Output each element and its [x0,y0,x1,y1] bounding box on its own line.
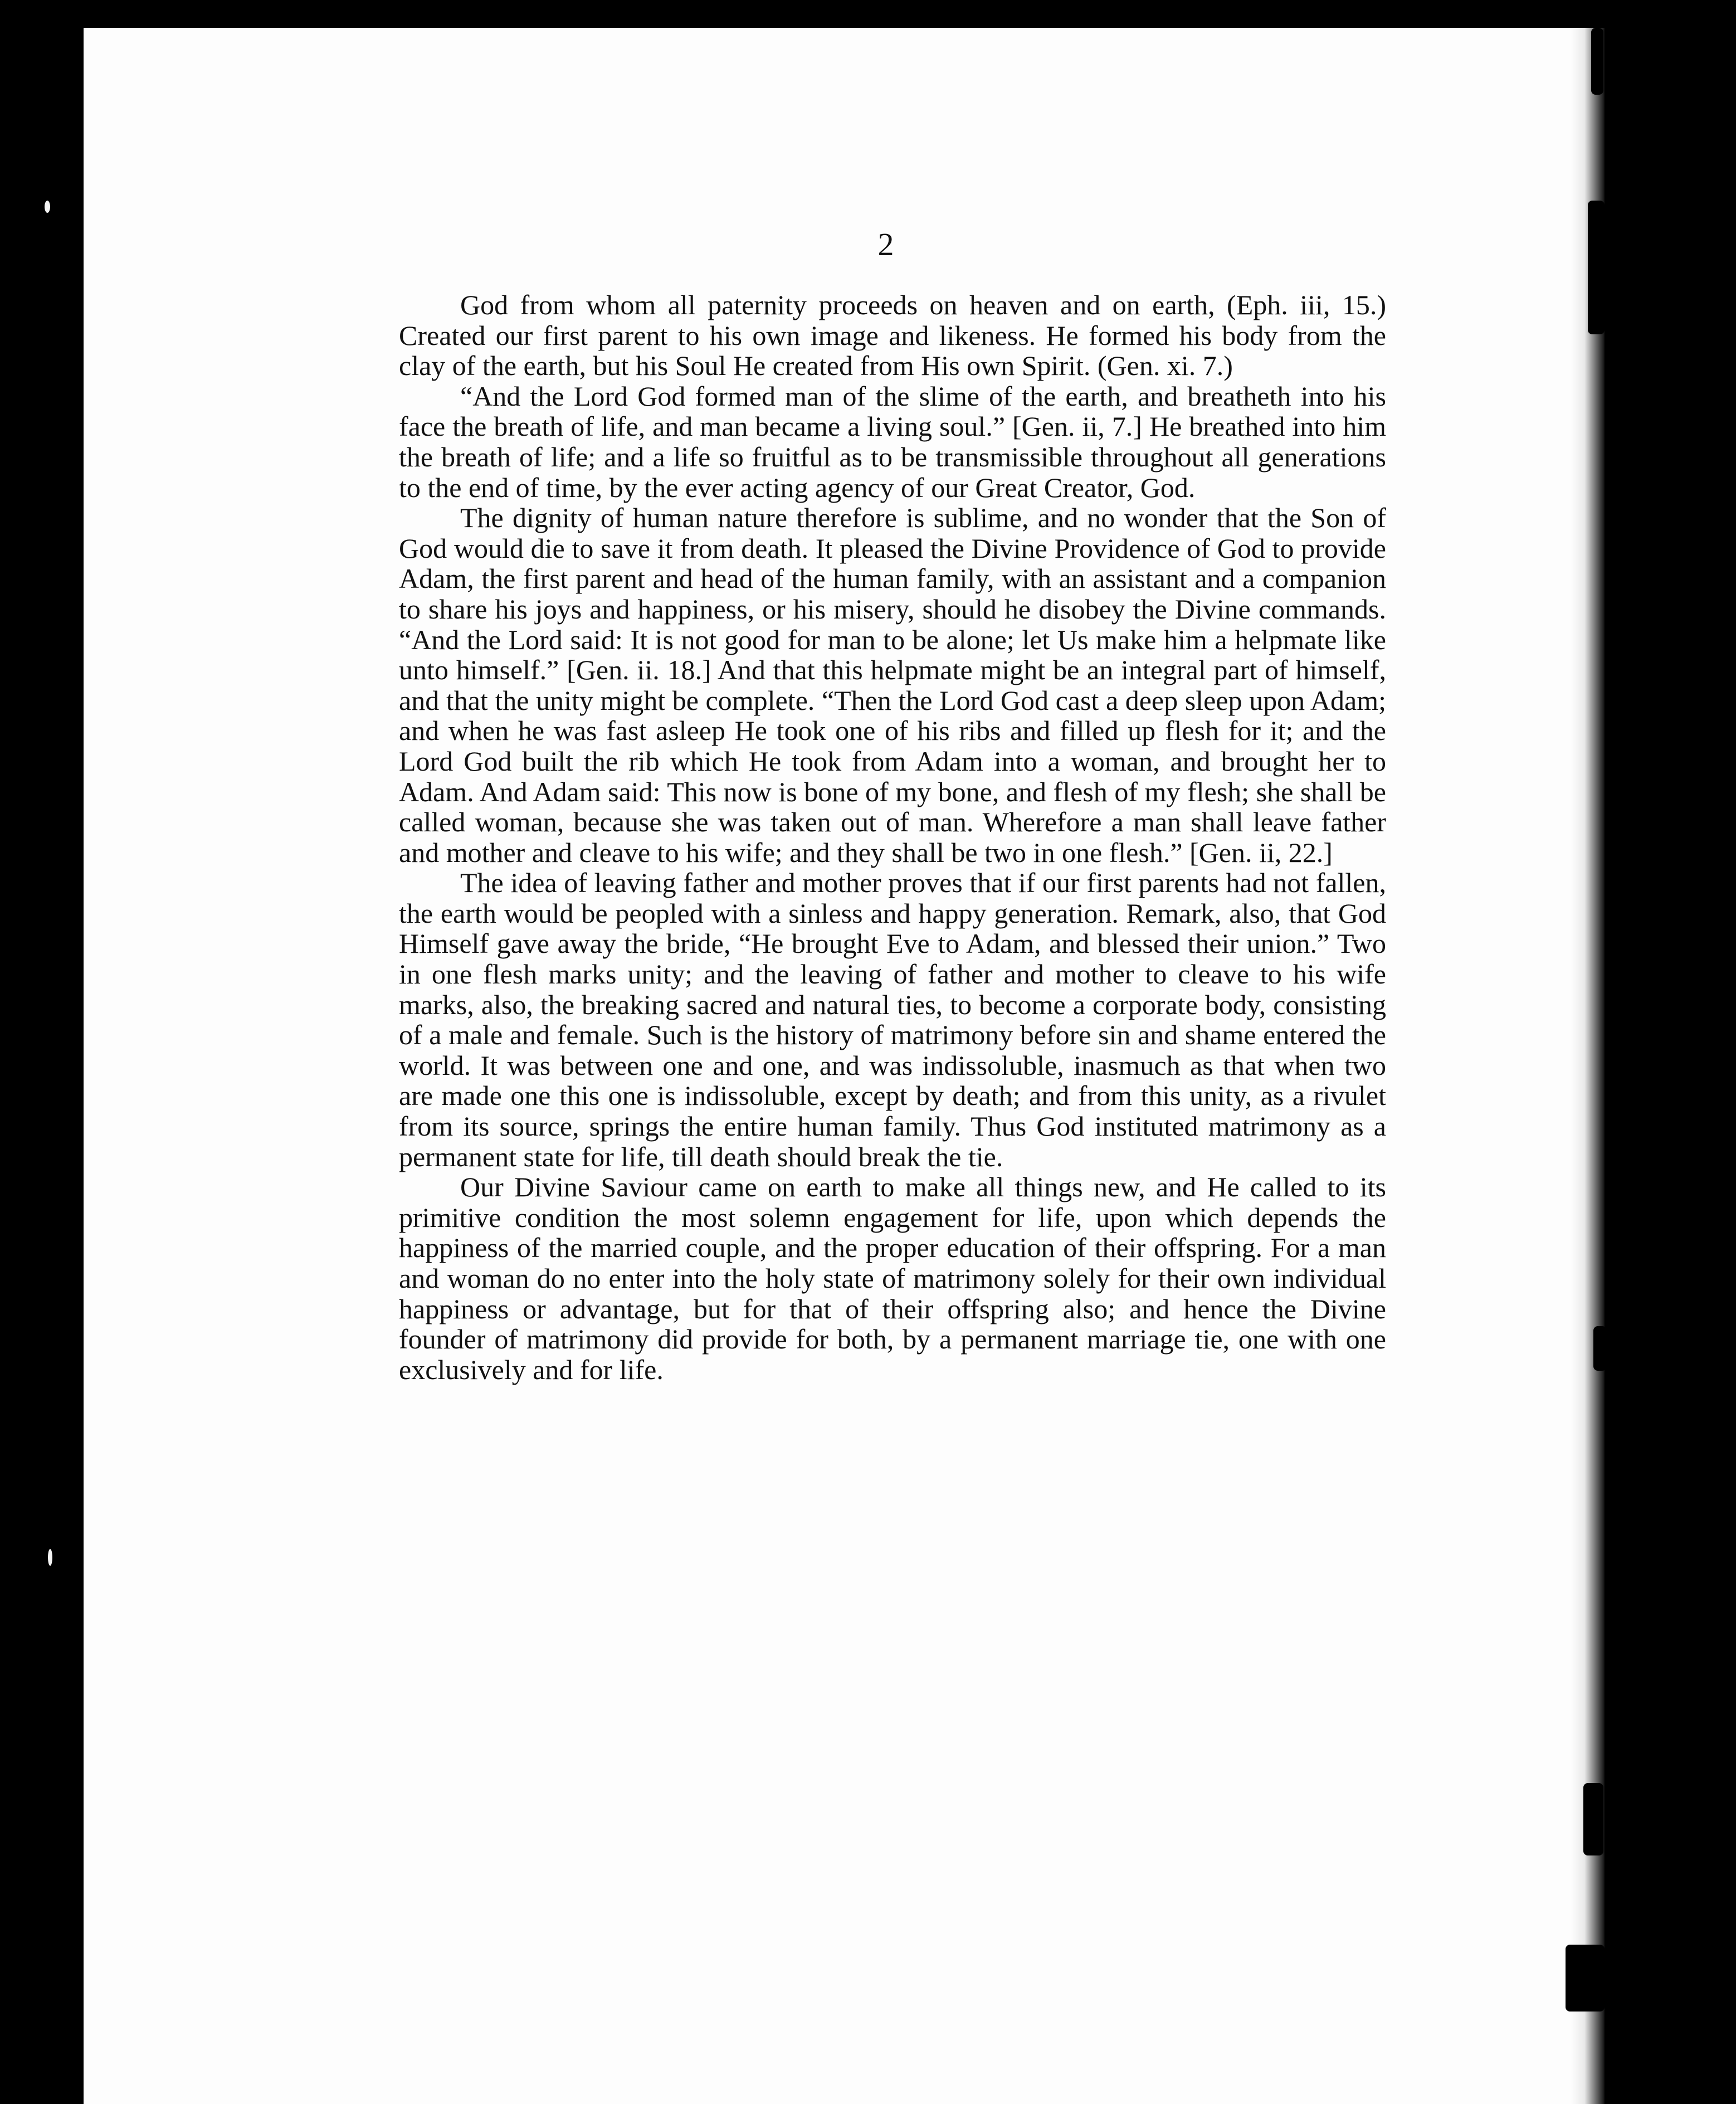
paragraph: God from whom all paternity proceeds on heaven and on earth, (Eph. iii, 15.) Created our first parent to his own image and likeness. He formed his body from the clay of the earth, but his Soul He created from His own Spirit. (Gen. xi. 7.) [399,289,1386,382]
page-number: 2 [877,226,894,262]
edge-mark [1588,201,1605,334]
paragraph: The idea of leaving father and mother proves that if our first parents had not fallen, the earth would be peopled with a sinless and happy generation. Remark, also, that God Himself gave away the bride, “He brought Eve to Adam, and blessed their union.” Two in one flesh marks unity; and the leaving of father and mother to cleave to his wife marks, also, the breaking sacred and natural ties, to become a corporate body, consisting of a male and female. Such is the history of matrimony before sin and shame entered the world. It was between one and one, and was indissoluble, inasmuch as that when two are made one this one is indissoluble, except by death; and from this unity, as a rivulet from its source, springs the entire human family. Thus God instituted matrimony as a permanent state for life, till death should break the tie. [399,867,1386,1172]
edge-mark [1593,1326,1607,1371]
edge-mark [1591,28,1603,95]
edge-mark [1566,1945,1605,2012]
paragraph: “And the Lord God formed man of the slime of the earth, and breatheth into his face the breath of life, and man became a living soul.” [Gen. ii, 7.] He breathed into him the breath of life; and a life so fruitful as to be transmissible throughout all generations to the end of time, by the ever acting agency of our Great Creator, God. [399,380,1386,503]
edge-mark [1583,1783,1603,1855]
scan-speck [48,1549,52,1566]
paragraph: Our Divine Saviour came on earth to make all things new, and He called to its primitive condition the most solemn engagement for life, upon which depends the happiness of the married couple, and the proper education of their offspring. For a man and woman do no enter into the holy state of matrimony solely for their own individual happiness or advantage, but for that of their offspring also; and hence the Divine founder of matrimony did provide for both, by a permanent marriage tie, one with one exclusively and for life. [399,1171,1386,1385]
scan-speck [45,201,50,213]
paragraph: The dignity of human nature therefore is sublime, and no wonder that the Son of God would die to save it from death. It pleased the Divine Providence of God to provide Adam, the first parent and head of the human family, with an assistant and a companion to share his joys and happiness, or his misery, should he disobey the Divine commands. “And the Lord said: It is not good for man to be alone; let Us make him a helpmate like unto himself.” [Gen. ii. 18.] And that this helpmate might be an integral part of himself, and that the unity might be complete. “Then the Lord God cast a deep sleep upon Adam; and when he was fast asleep He took one of his ribs and filled up flesh for it; and the Lord God built the rib which He took from Adam into a woman, and brought her to Adam. And Adam said: This now is bone of my bone, and flesh of my flesh; she shall be called woman, because she was taken out of man. Wherefore a man shall leave father and mother and cleave to his wife; and they shall be two in one flesh.” [Gen. ii, 22.] [399,502,1386,868]
body-text [399,290,1386,1385]
